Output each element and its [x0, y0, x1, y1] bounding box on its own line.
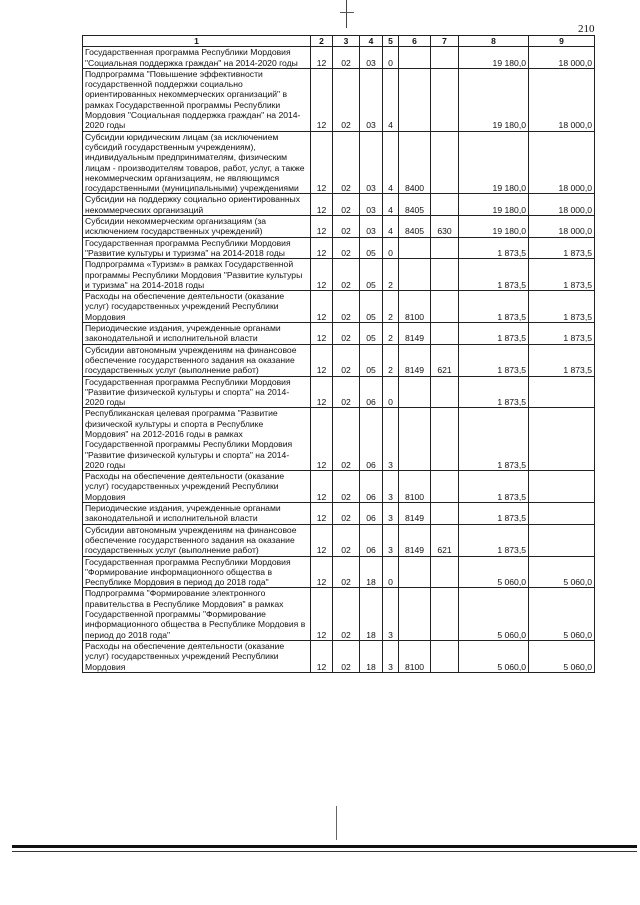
row-cell-c3: 02	[333, 259, 360, 291]
row-cell-c3: 02	[333, 376, 360, 408]
row-cell-c8: 1 873,5	[459, 344, 529, 376]
row-cell-c6	[399, 588, 431, 640]
col-header: 2	[311, 36, 333, 47]
row-cell-c8: 1 873,5	[459, 237, 529, 259]
row-cell-c6: 8100	[399, 471, 431, 503]
row-cell-c7	[431, 237, 459, 259]
row-cell-c2: 12	[311, 68, 333, 131]
row-cell-c8: 5 060,0	[459, 588, 529, 640]
row-cell-c4: 06	[360, 524, 383, 556]
row-cell-c7: 621	[431, 344, 459, 376]
row-cell-c6: 8100	[399, 640, 431, 672]
row-name-cell: Государственная программа Республики Мордовия "Формирование информационного общества в Республике Мордовия в период до 2018 года"	[83, 556, 311, 588]
row-cell-c3: 02	[333, 344, 360, 376]
row-name-cell: Подпрограмма «Туризм» в рамках Государственной программы Республики Мордовия "Развитие культуры и туризма" на 2014-2018 годы	[83, 259, 311, 291]
binding-stub-line	[336, 806, 337, 840]
row-cell-c2: 12	[311, 503, 333, 525]
row-cell-c9: 1 873,5	[529, 237, 595, 259]
row-cell-c2: 12	[311, 259, 333, 291]
row-cell-c4: 05	[360, 291, 383, 323]
row-cell-c5: 3	[383, 588, 399, 640]
row-cell-c8: 1 873,5	[459, 524, 529, 556]
row-cell-c2: 12	[311, 131, 333, 194]
row-name-cell: Расходы на обеспечение деятельности (оказание услуг) государственных учреждений Республики Мордовия	[83, 640, 311, 672]
row-cell-c4: 06	[360, 471, 383, 503]
row-cell-c2: 12	[311, 471, 333, 503]
row-cell-c5: 4	[383, 216, 399, 238]
row-cell-c7	[431, 68, 459, 131]
row-cell-c8: 5 060,0	[459, 556, 529, 588]
row-cell-c5: 3	[383, 524, 399, 556]
row-cell-c9	[529, 503, 595, 525]
row-cell-c5: 3	[383, 503, 399, 525]
row-cell-c6: 8405	[399, 216, 431, 238]
row-cell-c6	[399, 68, 431, 131]
table-row	[83, 237, 595, 259]
row-cell-c2: 12	[311, 640, 333, 672]
row-cell-c6: 8405	[399, 194, 431, 216]
row-cell-c7	[431, 194, 459, 216]
row-cell-c6: 8100	[399, 291, 431, 323]
row-cell-c6	[399, 408, 431, 471]
row-cell-c4: 06	[360, 408, 383, 471]
row-cell-c9: 1 873,5	[529, 291, 595, 323]
row-cell-c9	[529, 376, 595, 408]
row-cell-c7	[431, 323, 459, 345]
row-cell-c4: 03	[360, 194, 383, 216]
row-cell-c5: 3	[383, 471, 399, 503]
row-cell-c8: 1 873,5	[459, 503, 529, 525]
row-cell-c2: 12	[311, 216, 333, 238]
row-cell-c8: 19 180,0	[459, 47, 529, 69]
row-cell-c4: 18	[360, 588, 383, 640]
row-cell-c7	[431, 640, 459, 672]
table-row	[83, 503, 595, 525]
row-cell-c9: 5 060,0	[529, 640, 595, 672]
row-cell-c9: 5 060,0	[529, 588, 595, 640]
page-bottom-edge	[12, 845, 637, 848]
row-cell-c9: 18 000,0	[529, 68, 595, 131]
row-cell-c4: 05	[360, 344, 383, 376]
binder-mark-vertical	[346, 0, 347, 28]
row-cell-c2: 12	[311, 323, 333, 345]
row-cell-c7	[431, 259, 459, 291]
col-header: 1	[83, 36, 311, 47]
page-bottom-edge-thin	[12, 851, 637, 852]
table-row	[83, 259, 595, 291]
row-cell-c8: 1 873,5	[459, 323, 529, 345]
row-cell-c7	[431, 588, 459, 640]
row-cell-c9	[529, 471, 595, 503]
row-cell-c3: 02	[333, 291, 360, 323]
row-name-cell: Субсидии на поддержку социально ориентированных некоммерческих организаций	[83, 194, 311, 216]
row-cell-c2: 12	[311, 237, 333, 259]
row-name-cell: Периодические издания, учрежденные органами законодательной и исполнительной власти	[83, 323, 311, 345]
budget-table	[82, 35, 595, 673]
row-cell-c5: 3	[383, 640, 399, 672]
row-cell-c5: 0	[383, 47, 399, 69]
col-header: 4	[360, 36, 383, 47]
row-cell-c2: 12	[311, 344, 333, 376]
row-cell-c8: 1 873,5	[459, 376, 529, 408]
row-cell-c5: 2	[383, 291, 399, 323]
row-cell-c4: 06	[360, 503, 383, 525]
row-cell-c9: 18 000,0	[529, 216, 595, 238]
row-cell-c3: 02	[333, 471, 360, 503]
binder-mark-horizontal	[340, 12, 354, 13]
col-header: 8	[459, 36, 529, 47]
row-cell-c8: 1 873,5	[459, 471, 529, 503]
row-name-cell: Субсидии юридическим лицам (за исключением субсидий государственным учреждениям), индивидуальным предпринимателям, физическим лицам - производителям товаров, работ, услуг, а также некоммерческим организациям, не являющимся государственными (муниципальными) учреждениями	[83, 131, 311, 194]
page-number: 210	[578, 23, 595, 35]
row-cell-c5: 3	[383, 408, 399, 471]
row-name-cell: Республиканская целевая программа "Развитие физической культуры и спорта в Республике Мордовия" на 2012-2016 годы в рамках Государственной программы Республики Мордовия "Развитие физической культуры и спорта" на 2014-2020 годы	[83, 408, 311, 471]
row-cell-c4: 03	[360, 216, 383, 238]
row-name-cell: Государственная программа Республики Мордовия "Социальная поддержка граждан" на 2014-2020 годы	[83, 47, 311, 69]
row-cell-c3: 02	[333, 556, 360, 588]
row-cell-c5: 0	[383, 237, 399, 259]
row-cell-c3: 02	[333, 47, 360, 69]
row-name-cell: Субсидии автономным учреждениям на финансовое обеспечение государственного задания на оказание государственных услуг (выполнение работ)	[83, 344, 311, 376]
row-cell-c6: 8149	[399, 503, 431, 525]
row-cell-c7: 621	[431, 524, 459, 556]
row-cell-c5: 2	[383, 259, 399, 291]
row-cell-c6	[399, 237, 431, 259]
row-cell-c8: 5 060,0	[459, 640, 529, 672]
row-cell-c4: 05	[360, 237, 383, 259]
row-cell-c2: 12	[311, 194, 333, 216]
row-cell-c6: 8149	[399, 344, 431, 376]
row-cell-c8: 19 180,0	[459, 194, 529, 216]
table-row	[83, 640, 595, 672]
row-name-cell: Подпрограмма "Формирование электронного правительства в Республике Мордовия" в рамках Государственной программы "Формирование информационного общества в Республике Мордовия в период до 2018 года"	[83, 588, 311, 640]
row-cell-c8: 1 873,5	[459, 259, 529, 291]
row-cell-c8: 19 180,0	[459, 68, 529, 131]
row-cell-c6: 8149	[399, 524, 431, 556]
row-cell-c4: 03	[360, 68, 383, 131]
row-cell-c3: 02	[333, 194, 360, 216]
row-cell-c5: 4	[383, 194, 399, 216]
row-cell-c6: 8149	[399, 323, 431, 345]
col-header: 3	[333, 36, 360, 47]
row-cell-c3: 02	[333, 640, 360, 672]
row-cell-c9: 1 873,5	[529, 259, 595, 291]
col-header: 9	[529, 36, 595, 47]
row-name-cell: Субсидии некоммерческим организациям (за исключением государственных учреждений)	[83, 216, 311, 238]
row-cell-c4: 05	[360, 323, 383, 345]
row-cell-c2: 12	[311, 408, 333, 471]
row-cell-c3: 02	[333, 408, 360, 471]
table-row	[83, 194, 595, 216]
row-cell-c2: 12	[311, 291, 333, 323]
table-header-row	[83, 36, 595, 47]
row-cell-c6	[399, 376, 431, 408]
row-cell-c9	[529, 524, 595, 556]
row-cell-c4: 18	[360, 556, 383, 588]
binder-mark	[340, 0, 354, 28]
row-cell-c7	[431, 291, 459, 323]
row-name-cell: Расходы на обеспечение деятельности (оказание услуг) государственных учреждений Республики Мордовия	[83, 471, 311, 503]
table-row	[83, 68, 595, 131]
row-cell-c5: 4	[383, 131, 399, 194]
row-cell-c3: 02	[333, 68, 360, 131]
table-row	[83, 216, 595, 238]
row-cell-c3: 02	[333, 503, 360, 525]
row-cell-c2: 12	[311, 47, 333, 69]
table-row	[83, 323, 595, 345]
table-row	[83, 556, 595, 588]
row-cell-c8: 1 873,5	[459, 291, 529, 323]
row-name-cell: Расходы на обеспечение деятельности (оказание услуг) государственных учреждений Республики Мордовия	[83, 291, 311, 323]
row-cell-c4: 05	[360, 259, 383, 291]
row-cell-c5: 2	[383, 323, 399, 345]
row-cell-c7	[431, 376, 459, 408]
row-name-cell: Субсидии автономным учреждениям на финансовое обеспечение государственного задания на оказание государственных услуг (выполнение работ)	[83, 524, 311, 556]
row-cell-c2: 12	[311, 556, 333, 588]
row-cell-c8: 19 180,0	[459, 131, 529, 194]
row-name-cell: Государственная программа Республики Мордовия "Развитие культуры и туризма" на 2014-2018 годы	[83, 237, 311, 259]
table-row	[83, 471, 595, 503]
table-row	[83, 524, 595, 556]
row-cell-c3: 02	[333, 216, 360, 238]
col-header: 7	[431, 36, 459, 47]
row-cell-c9: 18 000,0	[529, 131, 595, 194]
col-header: 5	[383, 36, 399, 47]
row-cell-c2: 12	[311, 376, 333, 408]
row-cell-c4: 06	[360, 376, 383, 408]
table-row	[83, 47, 595, 69]
row-cell-c3: 02	[333, 323, 360, 345]
row-cell-c7	[431, 556, 459, 588]
table-row	[83, 291, 595, 323]
row-cell-c3: 02	[333, 237, 360, 259]
row-cell-c4: 03	[360, 131, 383, 194]
row-cell-c9: 1 873,5	[529, 344, 595, 376]
row-cell-c7	[431, 503, 459, 525]
row-cell-c3: 02	[333, 588, 360, 640]
row-cell-c5: 0	[383, 556, 399, 588]
row-cell-c8: 19 180,0	[459, 216, 529, 238]
col-header: 6	[399, 36, 431, 47]
row-cell-c9: 5 060,0	[529, 556, 595, 588]
row-cell-c6	[399, 47, 431, 69]
row-cell-c6: 8400	[399, 131, 431, 194]
row-cell-c5: 0	[383, 376, 399, 408]
table-row	[83, 408, 595, 471]
table-row	[83, 588, 595, 640]
row-cell-c7	[431, 471, 459, 503]
row-cell-c5: 2	[383, 344, 399, 376]
row-cell-c9: 1 873,5	[529, 323, 595, 345]
row-name-cell: Подпрограмма "Повышение эффективности государственной поддержки социально ориентированных некоммерческих организаций" в рамках Государственной программы Республики Мордовия "Социальная поддержка граждан" на 2014-2020 годы	[83, 68, 311, 131]
row-cell-c3: 02	[333, 131, 360, 194]
row-name-cell: Периодические издания, учрежденные органами законодательной и исполнительной власти	[83, 503, 311, 525]
row-cell-c7	[431, 408, 459, 471]
row-cell-c7	[431, 47, 459, 69]
row-cell-c3: 02	[333, 524, 360, 556]
row-cell-c6	[399, 259, 431, 291]
row-cell-c2: 12	[311, 588, 333, 640]
table-row	[83, 344, 595, 376]
table-row	[83, 131, 595, 194]
row-cell-c5: 4	[383, 68, 399, 131]
row-cell-c7	[431, 131, 459, 194]
row-cell-c9: 18 000,0	[529, 194, 595, 216]
row-cell-c4: 18	[360, 640, 383, 672]
row-cell-c9: 18 000,0	[529, 47, 595, 69]
row-cell-c2: 12	[311, 524, 333, 556]
row-cell-c7: 630	[431, 216, 459, 238]
row-cell-c6	[399, 556, 431, 588]
row-cell-c4: 03	[360, 47, 383, 69]
table-row	[83, 376, 595, 408]
row-cell-c8: 1 873,5	[459, 408, 529, 471]
row-name-cell: Государственная программа Республики Мордовия "Развитие физической культуры и спорта" на 2014-2020 годы	[83, 376, 311, 408]
table-body	[83, 47, 595, 673]
row-cell-c9	[529, 408, 595, 471]
